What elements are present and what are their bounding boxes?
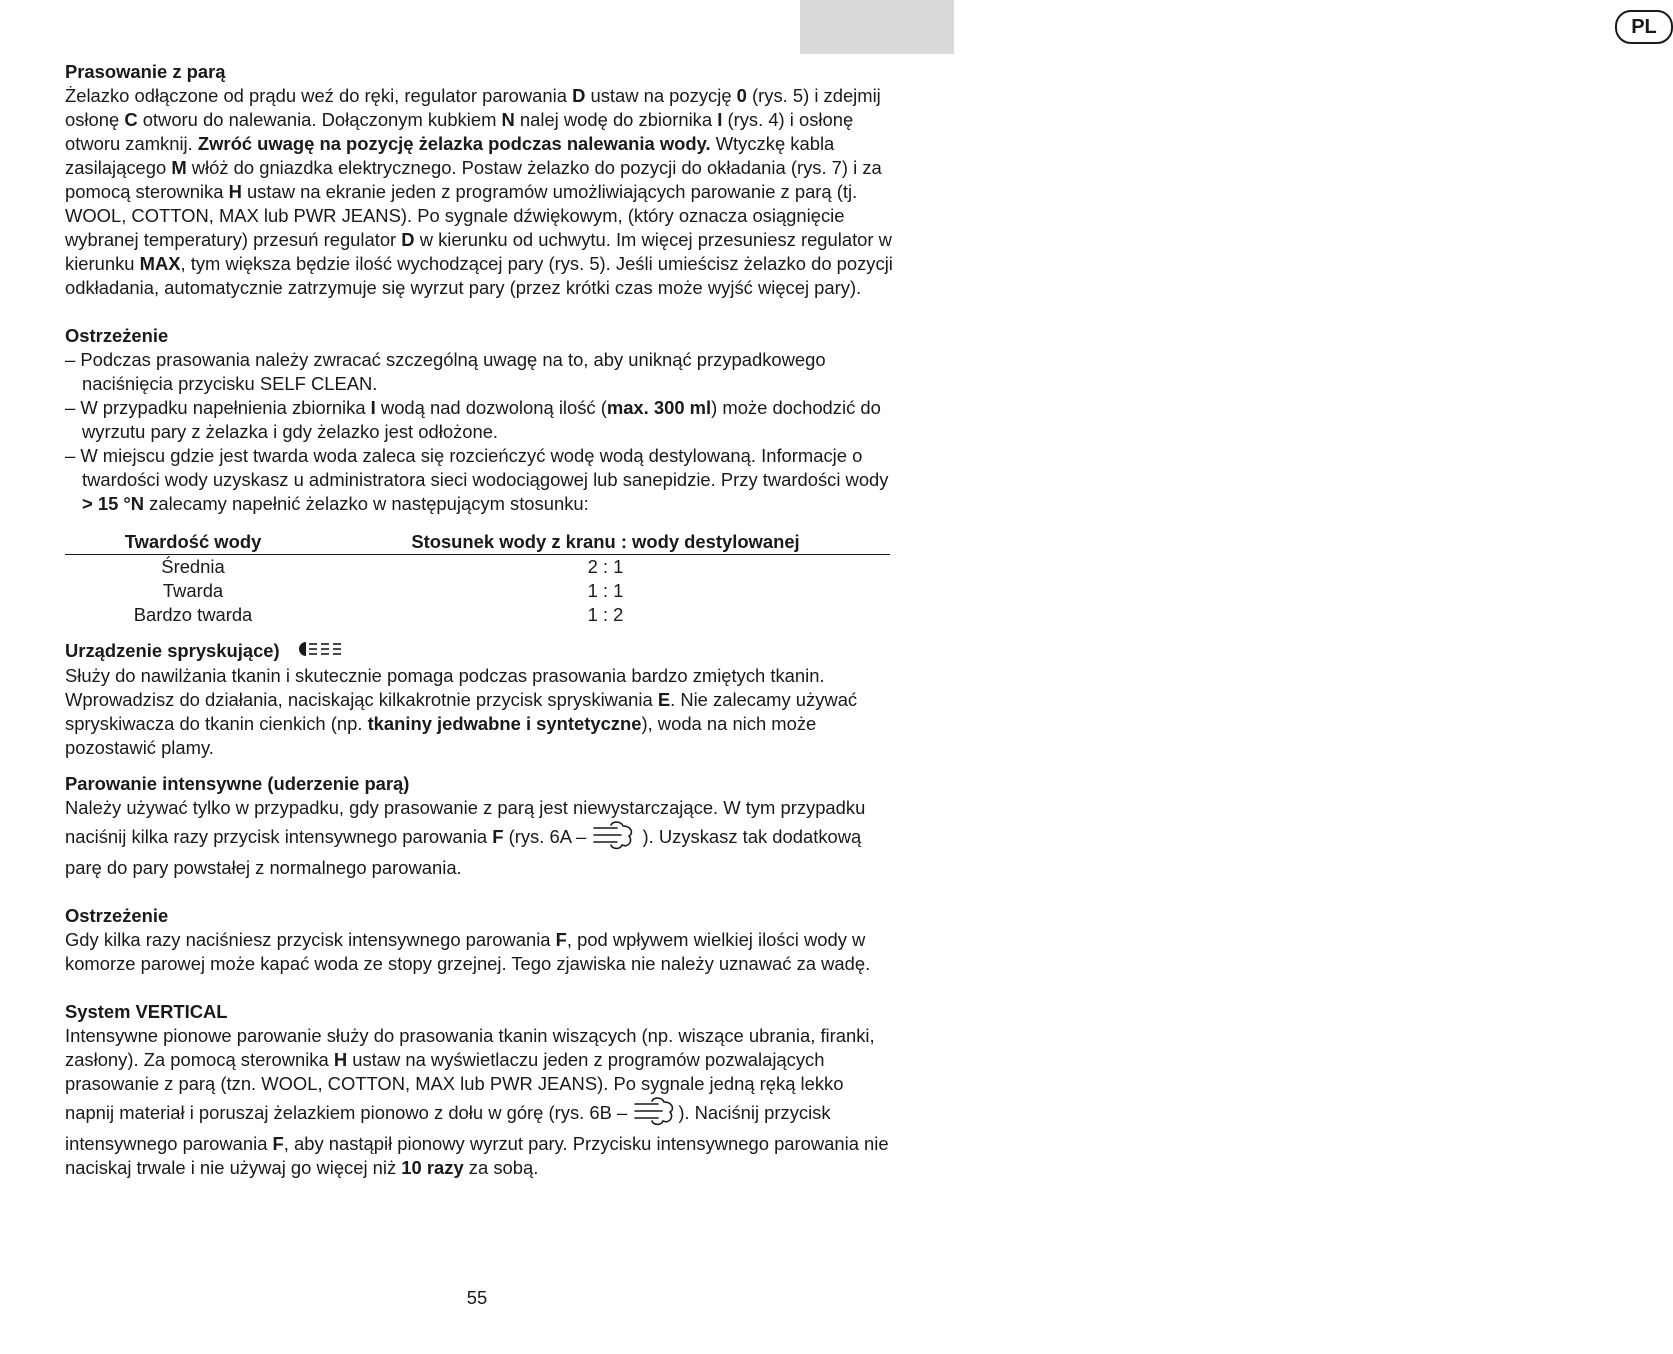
section-title-warning-1: Ostrzeżenie [65,325,169,346]
text-run: ) może dochodzić do wyrzutu pary z żelazka i gdy żelazko jest odłożone. [82,397,881,442]
section-body-steam-burst [65,796,895,880]
table-row [65,555,890,580]
bold-text: MAX [139,253,181,274]
bold-text: D [401,229,415,250]
bold-text: F [492,826,504,847]
section-title-sprayer [65,639,895,664]
text-run: (rys. 4) i osłonę otworu zamknij. [65,109,854,154]
bold-text: M [171,157,187,178]
section-title-steam-burst: Parowanie intensywne (uderzenie parą) [65,773,410,795]
text-run: ustaw na wyświetlaczu jeden z programów pozwalających prasowanie z parą (tzn. WOOL, COTTON, MAX lub PWR JEANS). Po sygnale jedną ręką lekko napnij materiał i poruszaj żelazkiem pionowo z dołu w górę (rys. 6B – [65,1049,844,1123]
bold-text: D [572,85,586,106]
sprayer-title-text: Urządzenie spryskujące) [65,640,280,661]
text-run: włóż do gniazdka elektrycznego. Postaw żelazko do pozycji do okładania (rys. 7) i za pomocą sterownika [65,157,882,202]
section-body-vertical [65,1024,895,1180]
spray-icon [295,640,347,664]
text-run: – Podczas prasowania należy zwracać szczególną uwagę na to, aby uniknąć przypadkowego naciśnięcia przycisku SELF CLEAN. [65,349,826,394]
bold-text: tkaniny jedwabne i syntetyczne [367,713,642,735]
text-run: (rys. 6A – [503,826,592,847]
text-run: , pod wpływem wielkiej ilości wody w komorze parowej może kapać woda ze stopy grzejnej. Tego zjawiska nie należy uznawać za wadę. [65,929,871,975]
section-title-steam-ironing: Prasowanie z parą [65,61,226,82]
text-run: . Nie zalecamy używać spryskiwacza do tkanin cienkich (np. [65,689,858,735]
bold-text: H [333,1049,348,1071]
language-tab [800,0,1657,54]
bold-text: I [370,397,376,418]
bold-text: max. 300 ml [606,397,712,418]
text-run: otworu do nalewania. Dołączonym kubkiem [137,109,502,130]
table-cell-ratio: 2 : 1 [587,556,624,577]
text-run: – W miejscu gdzie jest twarda woda zaleca się rozcieńczyć wodę wodą destylowaną. Informacje o twardości wody uzyskasz u administratora sieci wodociągowej lub sanepidzie. Przy twardości wody [65,445,889,490]
table-cell-hardness: Bardzo twarda [133,604,253,625]
table-cell-hardness: Twarda [162,580,224,601]
section-title-vertical: System VERTICAL [65,1001,228,1023]
table-header-row [65,530,890,555]
text-run: Wtyczkę kabla zasilającego [65,133,835,178]
bold-text: 10 razy [401,1157,464,1179]
text-run: za sobą. [463,1157,539,1179]
table-row [65,603,890,627]
water-hardness-table [65,530,890,627]
table-header-ratio: Stosunek wody z kranu : wody destylowanej [321,530,890,555]
text-run: Intensywne pionowe parowanie służy do prasowania tkanin wiszących (np. wiszące ubrania, firanki, zasłony). Za pomocą sterownika [65,1025,875,1071]
table-cell-ratio: 1 : 2 [587,604,624,625]
text-run: , tym większa będzie ilość wychodzącej pary (rys. 5). Jeśli umieścisz żelazko do pozycji odkładania, automatycznie zatrzymuje się wyrzut pary (przez krótki czas może wyjść więcej pary). [65,253,893,298]
warning-item [65,444,895,516]
text-run: – W przypadku napełnienia zbiornika [65,397,371,418]
bold-text: C [124,109,138,130]
text-run: ). Uzyskasz tak dodatkową parę do pary powstałej z normalnego parowania. [65,826,862,879]
steam-burst-icon [591,820,637,856]
bold-text: E [657,689,671,711]
page-number: 55 [466,1287,488,1308]
text-run: , aby nastąpił pionowy wyrzut pary. Przycisku intensywnego parowania nie naciskaj trwale i nie używaj go więcej niż [65,1133,889,1179]
table-header-hardness: Twardość wody [65,530,321,555]
text-run: Należy używać tylko w przypadku, gdy prasowanie z parą jest niewystarczające. W tym przypadku naciśnij kilka razy przycisk intensywnego parowania [65,797,866,847]
table-row [65,579,890,603]
language-badge: PL [1615,10,1673,44]
text-run: zalecamy napełnić żelazko w następującym stosunku: [144,493,589,514]
text-run: Gdy kilka razy naciśniesz przycisk intensywnego parowania [65,929,556,951]
bold-text: I [717,109,723,130]
text-run: ). Naciśnij przycisk intensywnego parowania [65,1102,831,1155]
section-title-warning-2: Ostrzeżenie [65,905,169,927]
table-cell-ratio: 1 : 1 [587,580,624,601]
page-content [65,60,895,1180]
text-run: (rys. 5) i zdejmij osłonę [65,85,881,130]
warning-item [65,396,895,444]
section-body-sprayer [65,664,895,760]
text-run: ustaw na ekranie jeden z programów umożliwiających parowanie z parą (tj. WOOL, COTTON, MAX lub PWR JEANS). Po sygnale dźwiękowym, (który oznacza osiągnięcie wybranej temperatury) przesuń regulator [65,181,858,250]
text-run: wodą nad dozwoloną ilość ( [375,397,607,418]
bold-text: H [228,181,242,202]
text-run: ustaw na pozycję [585,85,737,106]
section-body-steam-ironing [65,84,895,300]
text-run: ), woda na nich może pozostawić plamy. [65,713,817,759]
bold-text: N [501,109,515,130]
warning-item [65,348,895,396]
text-run: w kierunku od uchwytu. Im więcej przesuniesz regulator w kierunku [65,229,892,274]
section-body-warning-2 [65,928,895,976]
text-run: nalej wodę do zbiornika [514,109,718,130]
bold-text: F [555,929,567,951]
bold-text: 0 [736,85,747,106]
text-run: Żelazko odłączone od prądu weź do ręki, regulator parowania [65,85,573,106]
bold-text: F [272,1133,284,1155]
steam-burst-icon [632,1096,678,1132]
table-cell-hardness: Średnia [161,556,225,577]
text-run: Służy do nawilżania tkanin i skutecznie pomaga podczas prasowania bardzo zmiętych tkanin. Wprowadzisz do działania, naciskając kilkakrotnie przycisk spryskiwania [65,665,825,711]
bold-text: Zwróć uwagę na pozycję żelazka podczas nalewania wody. [197,133,711,154]
bold-text: > 15 °N [82,493,145,514]
